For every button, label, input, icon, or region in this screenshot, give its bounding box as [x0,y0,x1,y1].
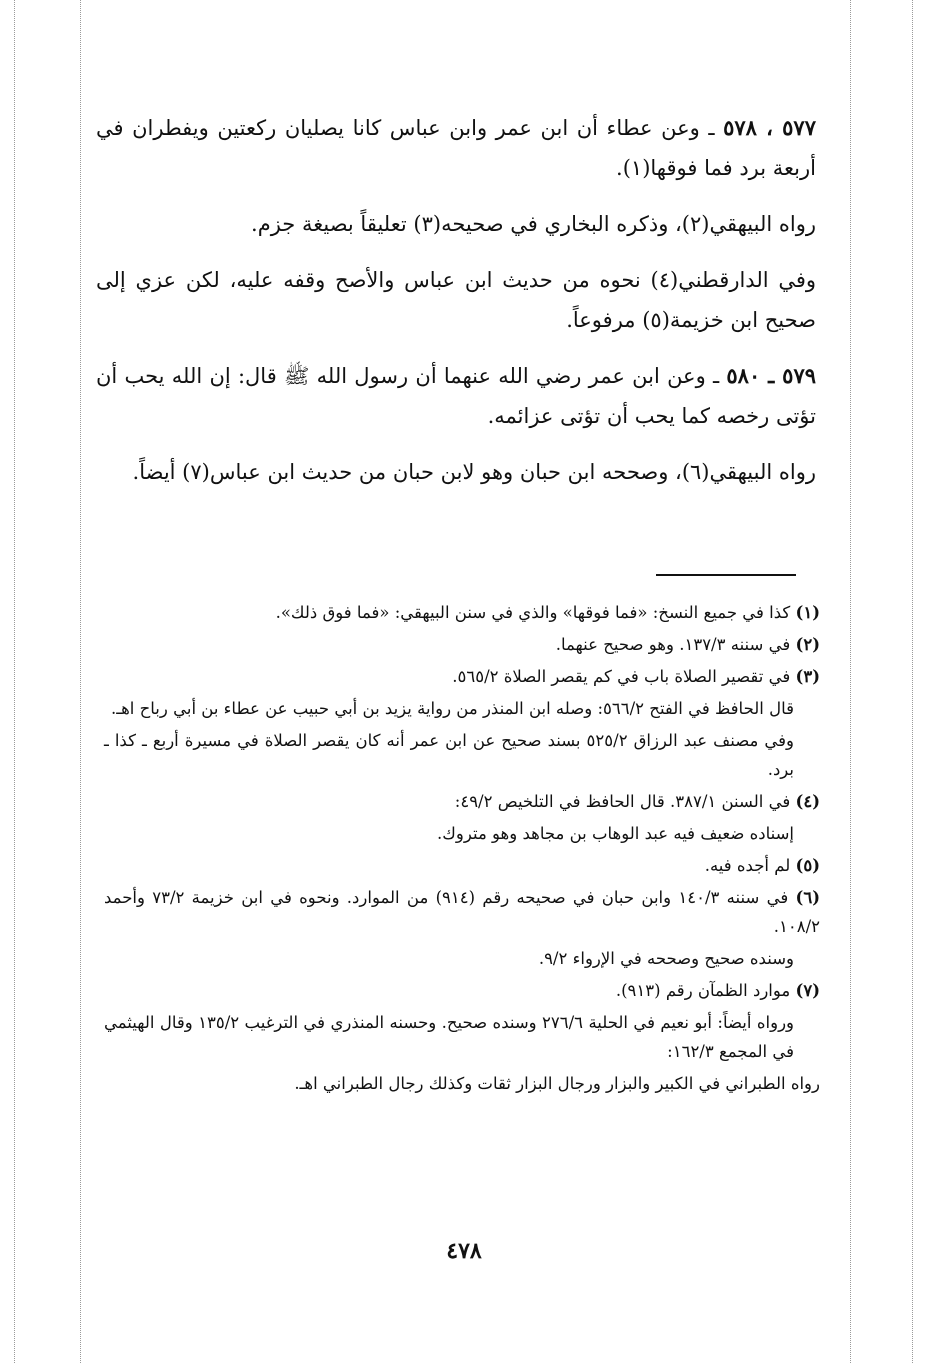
scan-edge-dots [14,0,15,1363]
footnote-continuation [104,819,820,848]
paragraph-text: رواه البيهقي(٦)، وصححه ابن حبان وهو لابن حبان من حديث ابن عباس(٧) أيضاً. [132,460,816,484]
footnote [104,787,820,816]
scan-edge-dots [80,0,81,1363]
hadith-number: ٥٧٩ ـ ٥٨٠ [726,363,817,388]
footnote-continuation [104,944,820,973]
footnote [104,662,820,691]
footnote-text: في تقصير الصلاة باب في كم يقصر الصلاة ٥٦٥/٢. [452,667,796,686]
footnote-continuation [104,1069,820,1098]
source-paragraph [96,204,816,244]
hadith-paragraph [96,108,816,188]
footnote [104,883,820,941]
footnotes [104,598,820,1101]
footnote-continuation [104,726,820,784]
main-text [96,108,816,508]
footnote-text: إسناده ضعيف فيه عبد الوهاب بن مجاهد وهو متروك. [437,824,794,843]
footnote [104,851,820,880]
footnote-text: في السنن ٣٨٧/١. قال الحافظ في التلخيص ٤٩/٢: [454,792,796,811]
footnote-text: لم أجده فيه. [704,856,796,875]
footnote [104,976,820,1005]
scan-edge-dots [912,0,913,1363]
footnote [104,630,820,659]
source-paragraph [96,452,816,492]
source-paragraph [96,260,816,340]
page-number: ٤٧٨ [446,1238,482,1264]
footnote-divider [656,574,796,576]
footnote-marker: (٣) [795,667,820,686]
hadith-paragraph [96,356,816,436]
footnote-text: موارد الظمآن رقم (٩١٣). [615,981,796,1000]
footnote-text: وفي مصنف عبد الرزاق ٥٢٥/٢ بسند صحيح عن ابن عمر أنه كان يقصر الصلاة في مسيرة أربع ـ كذا ـ برد. [104,731,794,779]
paragraph-text: وفي الدارقطني(٤) نحوه من حديث ابن عباس والأصح وقفه عليه، لكن عزي إلى صحيح ابن خزيمة(٥) مرفوعاً. [96,268,817,332]
footnote-continuation [104,1008,820,1066]
footnote-text: وسنده صحيح وصححه في الإرواء ٩/٢. [538,949,794,968]
footnote-marker: (٧) [795,981,820,1000]
footnote-text: في سننه ١٣٧/٣. وهو صحيح عنهما. [555,635,796,654]
hadith-number: ٥٧٧ ، ٥٧٨ [723,115,816,140]
footnote-text: ورواه أيضاً: أبو نعيم في الحلية ٢٧٦/٦ وسنده صحيح. وحسنه المنذري في الترغيب ١٣٥/٢ وقال الهيثمي في المجمع ١٦٢/٣: [104,1013,795,1061]
footnote-marker: (١) [795,603,820,622]
footnote-text: قال الحافظ في الفتح ٥٦٦/٢: وصله ابن المنذر من رواية يزيد بن أبي حبيب عن عطاء بن أبي رباح اهـ. [111,699,794,718]
scan-edge-dots [850,0,851,1363]
footnote-marker: (٤) [795,792,820,811]
footnote-continuation [104,694,820,723]
footnote-marker: (٦) [795,888,820,907]
paragraph-text: ـ وعن عطاء أن ابن عمر وابن عباس كانا يصليان ركعتين ويفطران في أربعة برد فما فوقها(١). [96,116,816,180]
footnote-marker: (٢) [795,635,820,654]
footnote [104,598,820,627]
footnote-marker: (٥) [795,856,820,875]
footnote-text: كذا في جميع النسخ: «فما فوقها» والذي في سنن البيهقي: «فما فوق ذلك». [275,603,796,622]
footnote-text: رواه الطبراني في الكبير والبزار ورجال البزار ثقات وكذلك رجال الطبراني اهـ. [294,1074,820,1093]
paragraph-text: رواه البيهقي(٢)، وذكره البخاري في صحيحه(٣) تعليقاً بصيغة جزم. [251,212,816,236]
paragraph-text: ـ وعن ابن عمر رضي الله عنهما أن رسول الله ﷺ قال: إن الله يحب أن تؤتى رخصه كما يحب أن تؤتى عزائمه. [96,364,816,428]
footnote-text: في سننه ١٤٠/٣ وابن حبان في صحيحه رقم (٩١٤) من الموارد. ونحوه في ابن خزيمة ٧٣/٢ وأحمد ١٠٨/٢. [104,888,820,936]
